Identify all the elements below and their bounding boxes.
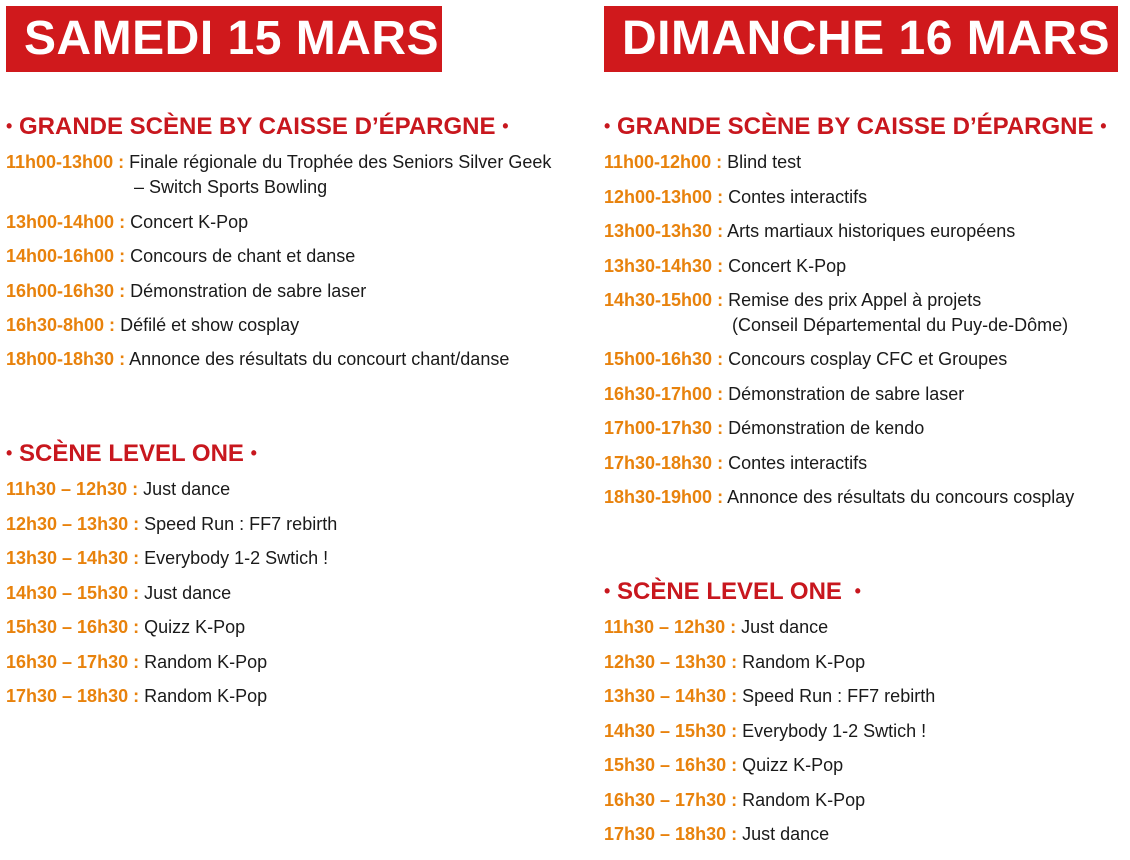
time-slot: 12h30 – 13h30 : <box>6 514 140 534</box>
event-name: Annonce des résultats du concours cosplay <box>727 487 1075 507</box>
event-name: Just dance <box>741 617 829 637</box>
event-name: Just dance <box>143 479 231 499</box>
time-slot: 14h30-15h00 : <box>604 290 724 310</box>
schedule-item <box>604 219 1015 244</box>
bullet-icon: • <box>6 116 13 136</box>
time-slot: 15h00-16h30 : <box>604 349 724 369</box>
day-banner-saturday: SAMEDI 15 MARS <box>6 6 442 72</box>
time-slot: 17h30 – 18h30 : <box>604 824 738 844</box>
schedule-item <box>604 254 846 279</box>
bullet-icon: • <box>502 116 509 136</box>
schedule-item <box>604 822 829 847</box>
time-slot: 11h30 – 12h30 : <box>6 479 139 499</box>
schedule-item <box>604 382 964 407</box>
event-name: Concours cosplay CFC et Groupes <box>728 349 1008 369</box>
schedule-item <box>604 451 867 476</box>
schedule-item <box>6 615 245 640</box>
event-name: Concert K-Pop <box>130 212 249 232</box>
event-name: Remise des prix Appel à projets <box>728 290 982 310</box>
schedule-item <box>604 150 801 175</box>
event-name: Random K-Pop <box>144 652 268 672</box>
time-slot: 16h30 – 17h30 : <box>604 790 738 810</box>
event-name: Speed Run : FF7 rebirth <box>742 686 936 706</box>
bullet-icon: • <box>604 581 611 601</box>
bullet-icon: • <box>6 443 13 463</box>
schedule-item <box>6 650 267 675</box>
event-name: Contes interactifs <box>728 453 868 473</box>
event-name: Blind test <box>727 152 802 172</box>
schedule-item <box>6 244 355 269</box>
event-name: Quizz K-Pop <box>144 617 246 637</box>
time-slot: 11h00-13h00 : <box>6 152 125 172</box>
bullet-icon: • <box>1100 116 1107 136</box>
time-slot: 16h30-8h00 : <box>6 315 116 335</box>
time-slot: 17h30-18h30 : <box>604 453 724 473</box>
event-name: Démonstration de kendo <box>728 418 925 438</box>
schedule-item <box>604 753 843 778</box>
event-name: Démonstration de sabre laser <box>728 384 965 404</box>
time-slot: 12h30 – 13h30 : <box>604 652 738 672</box>
schedule-item <box>6 347 509 372</box>
section-title-level-one-saturday <box>6 439 257 468</box>
section-title-text: GRANDE SCÈNE BY CAISSE D’ÉPARGNE <box>616 113 1094 140</box>
section-title-text: GRANDE SCÈNE BY CAISSE D’ÉPARGNE <box>18 113 496 140</box>
schedule-item <box>604 288 981 313</box>
event-name: Random K-Pop <box>742 652 866 672</box>
event-name: Finale régionale du Trophée des Seniors Silver Geek <box>129 152 552 172</box>
time-slot: 17h30 – 18h30 : <box>6 686 140 706</box>
schedule-item <box>604 485 1074 510</box>
event-name: Concert K-Pop <box>728 256 847 276</box>
schedule-item <box>604 650 865 675</box>
bullet-icon: • <box>604 116 611 136</box>
time-slot: 14h30 – 15h30 : <box>6 583 140 603</box>
time-slot: 18h30-19h00 : <box>604 487 724 507</box>
schedule-item <box>6 313 299 338</box>
day-banner-sunday: DIMANCHE 16 MARS <box>604 6 1118 72</box>
event-name: Arts martiaux historiques européens <box>727 221 1016 241</box>
schedule-item <box>6 684 267 709</box>
schedule-item <box>604 185 867 210</box>
event-name: Just dance <box>144 583 232 603</box>
event-name: Contes interactifs <box>728 187 868 207</box>
schedule-item <box>604 684 935 709</box>
event-name-continued: – Switch Sports Bowling <box>134 177 328 197</box>
event-name: Everybody 1-2 Swtich ! <box>742 721 927 741</box>
time-slot: 15h30 – 16h30 : <box>6 617 140 637</box>
schedule-item <box>604 719 926 744</box>
time-slot: 13h00-13h30 : <box>604 221 724 241</box>
schedule-item <box>6 279 366 304</box>
event-name: Quizz K-Pop <box>742 755 844 775</box>
event-name: Just dance <box>742 824 830 844</box>
section-title-level-one-sunday <box>604 577 861 606</box>
time-slot: 18h00-18h30 : <box>6 349 126 369</box>
event-name: Démonstration de sabre laser <box>130 281 367 301</box>
schedule-item <box>6 546 328 571</box>
schedule-item <box>604 347 1007 372</box>
time-slot: 11h00-12h00 : <box>604 152 723 172</box>
event-name: Random K-Pop <box>742 790 866 810</box>
event-name: Speed Run : FF7 rebirth <box>144 514 338 534</box>
event-name: Everybody 1-2 Swtich ! <box>144 548 329 568</box>
time-slot: 13h30 – 14h30 : <box>604 686 738 706</box>
time-slot: 14h00-16h00 : <box>6 246 126 266</box>
schedule-item <box>6 477 230 502</box>
event-name: Annonce des résultats du concourt chant/danse <box>129 349 510 369</box>
schedule-item <box>6 210 248 235</box>
time-slot: 13h30-14h30 : <box>604 256 724 276</box>
section-title-main-stage-sunday <box>604 112 1107 141</box>
event-name: Défilé et show cosplay <box>120 315 300 335</box>
time-slot: 17h00-17h30 : <box>604 418 724 438</box>
time-slot: 16h30 – 17h30 : <box>6 652 140 672</box>
time-slot: 13h30 – 14h30 : <box>6 548 140 568</box>
section-title-text: SCÈNE LEVEL ONE <box>616 578 842 605</box>
bullet-icon: • <box>250 443 257 463</box>
section-title-main-stage-saturday <box>6 112 509 141</box>
time-slot: 16h00-16h30 : <box>6 281 126 301</box>
section-title-text: SCÈNE LEVEL ONE <box>18 440 244 467</box>
event-name: Random K-Pop <box>144 686 268 706</box>
time-slot: 12h00-13h00 : <box>604 187 724 207</box>
schedule-item <box>6 512 337 537</box>
time-slot: 11h30 – 12h30 : <box>604 617 737 637</box>
schedule-item <box>604 416 924 441</box>
bullet-icon: • <box>854 581 861 601</box>
time-slot: 16h30-17h00 : <box>604 384 724 404</box>
time-slot: 14h30 – 15h30 : <box>604 721 738 741</box>
time-slot: 13h00-14h00 : <box>6 212 126 232</box>
schedule-item <box>6 581 231 606</box>
event-name: Concours de chant et danse <box>130 246 356 266</box>
event-name-continued: (Conseil Départemental du Puy-de-Dôme) <box>732 315 1069 335</box>
schedule-item <box>604 615 828 640</box>
schedule-item <box>604 788 865 813</box>
schedule-item <box>6 150 551 175</box>
time-slot: 15h30 – 16h30 : <box>604 755 738 775</box>
